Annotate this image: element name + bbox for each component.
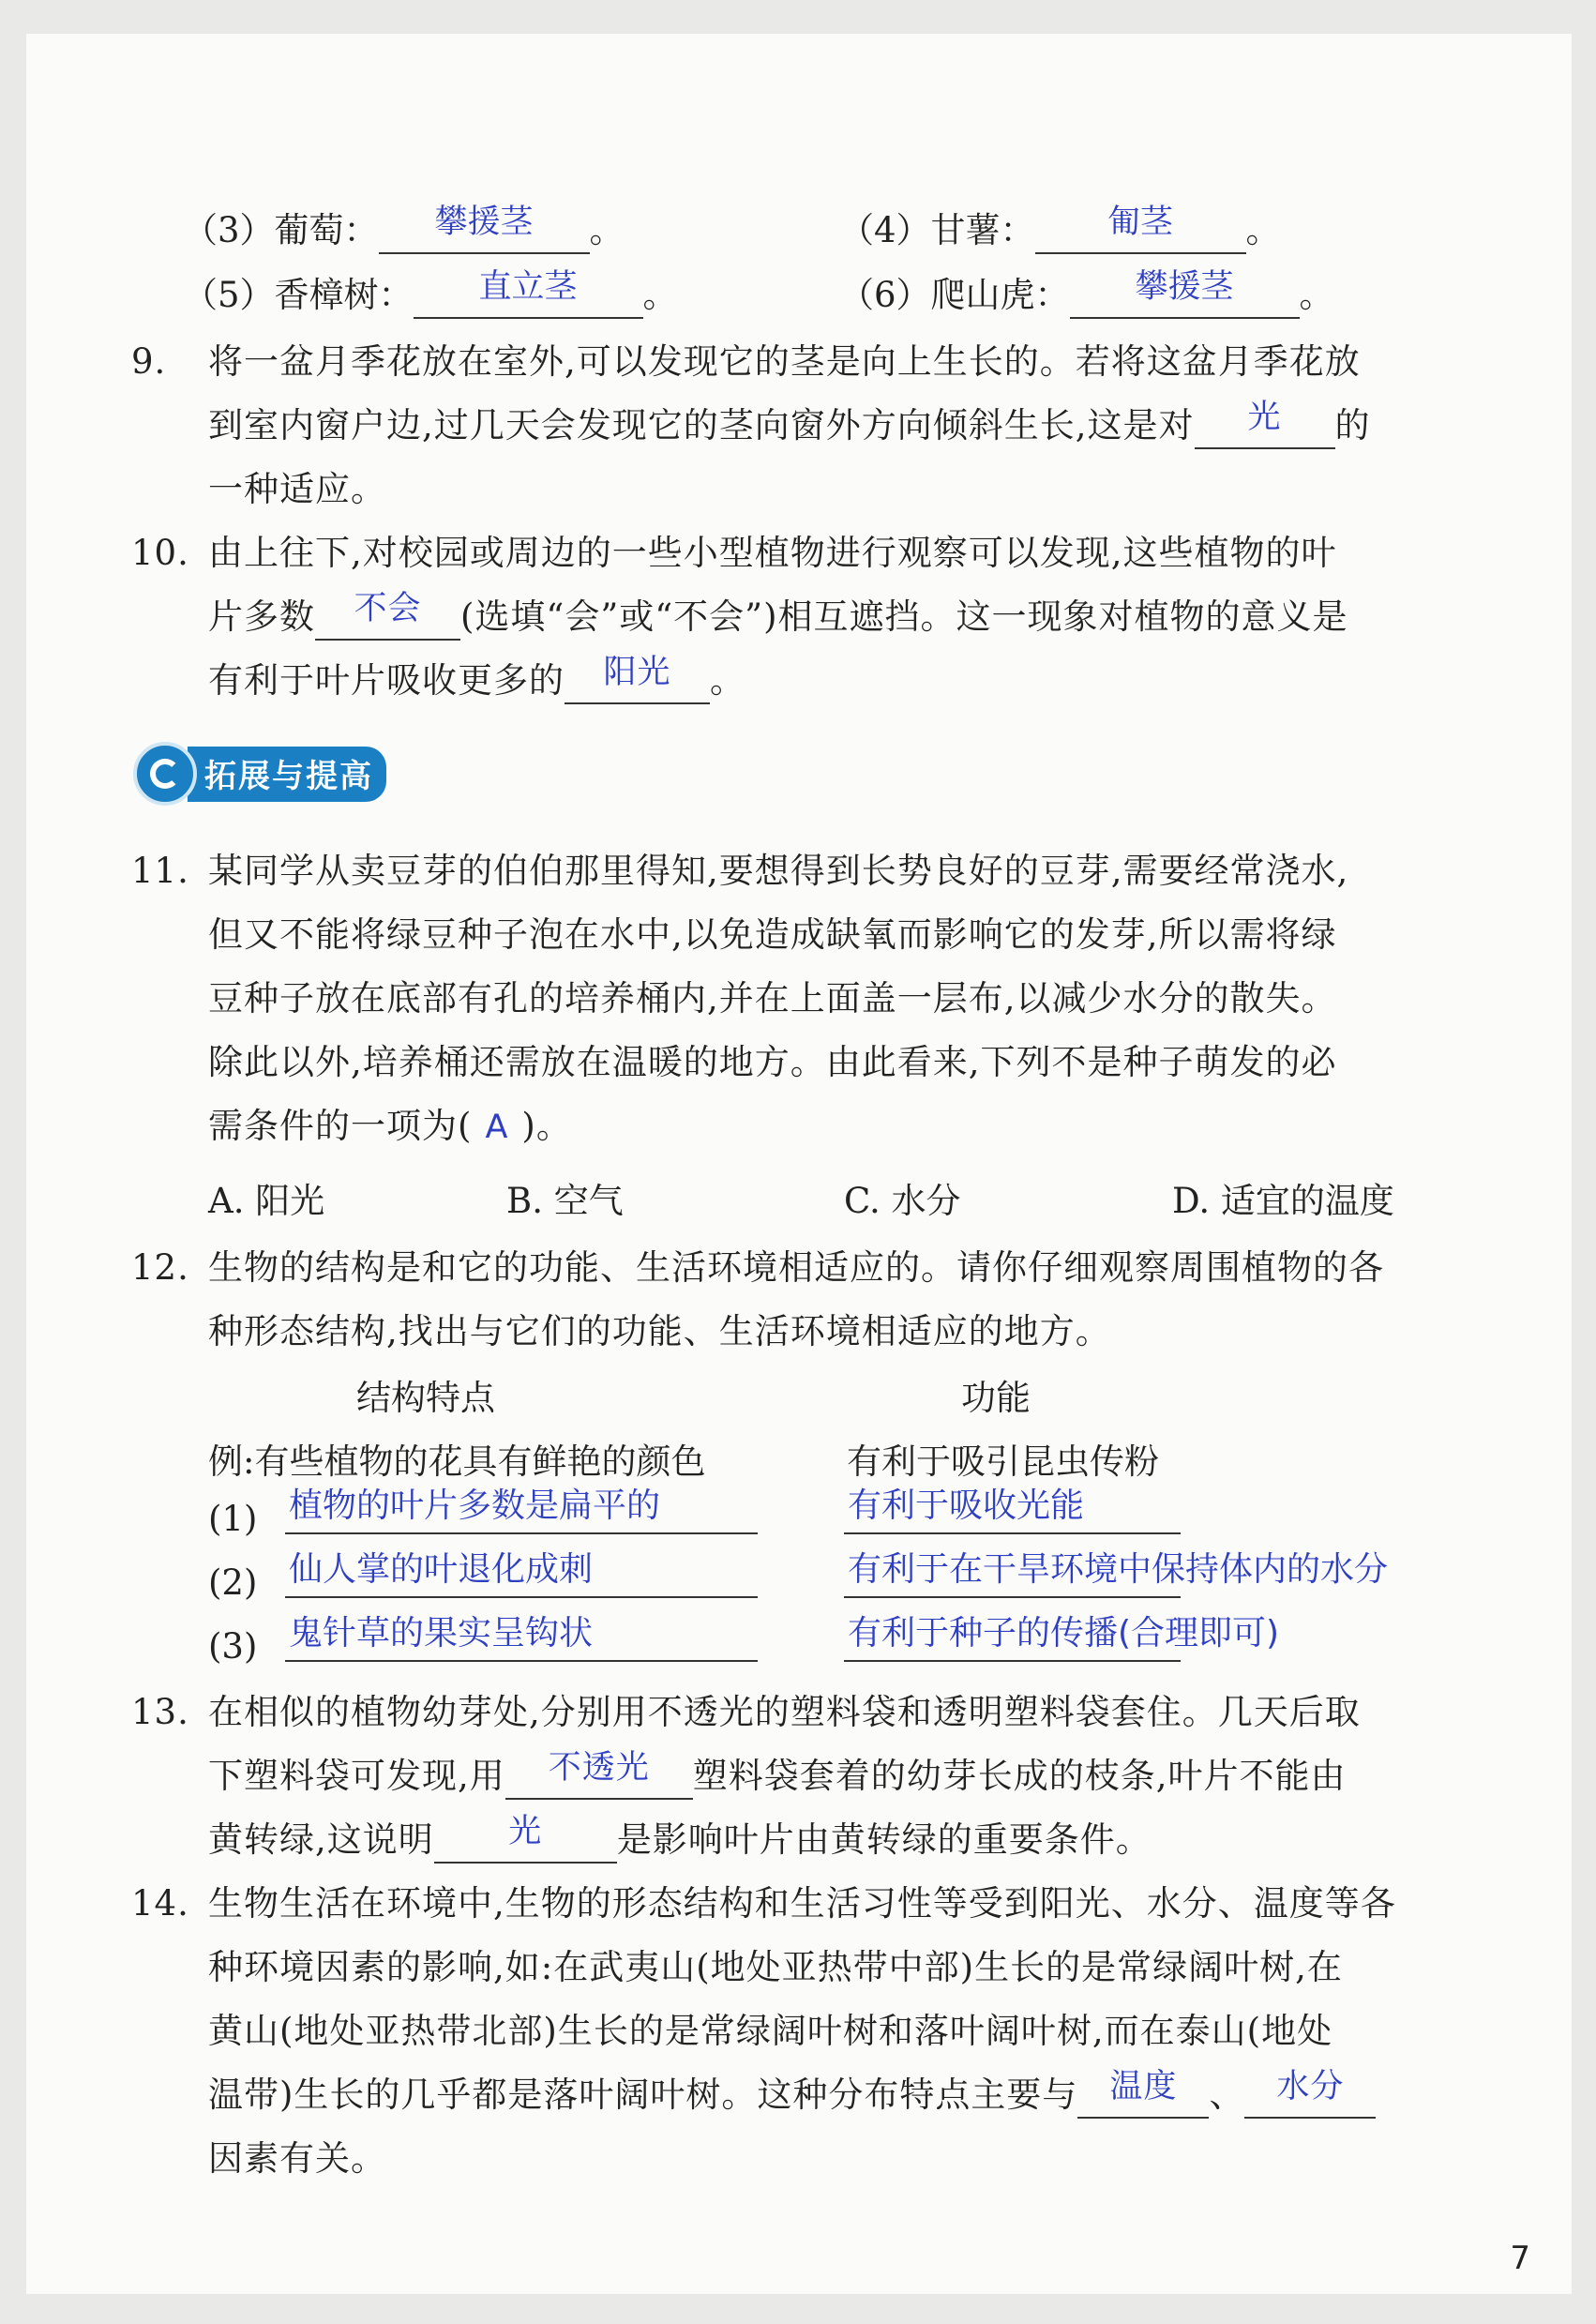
function-answer: 有利于吸收光能 [844, 1487, 1181, 1534]
structure-answer: 植物的叶片多数是扁平的 [285, 1487, 758, 1534]
option-c: C. 水分 [844, 1181, 961, 1221]
section-banner [133, 741, 386, 807]
function-answer: 有利于种子的传播(合理即可) [844, 1615, 1181, 1662]
answer-text: 匍茎 [1107, 204, 1174, 241]
function-answer: 有利于在干旱环境中保持体内的水分 [844, 1551, 1181, 1598]
question-12: 12. 生物的结构是和它的功能、生活环境相适应的。请你仔细观察周围植物的各 种形态结构,找出与它们的功能、生活环境相适应的地方。 [131, 1247, 1384, 1351]
row-label: (2) [208, 1562, 258, 1603]
question-9: 9. 将一盆月季花放在室外,可以发现它的茎是向上生长的。若将这盆月季花放 到室内窗户边,过几天会发现它的茎向窗外方向倾斜生长,这是对 光 的 一种适应。 [131, 341, 1371, 509]
answer-text: 阳光 [603, 654, 671, 691]
answer-text: 攀援茎 [434, 204, 534, 241]
question-10: 10. 由上往下,对校园或周边的一些小型植物进行观察可以发现,这些植物的叶 片多数 不会 (选填“会”或“不会”)相互遮挡。这一现象对植物的意义是 有利于叶片吸收更多的 阳光 。 [131, 521, 1348, 713]
answer-text: 水分 [1276, 2068, 1345, 2105]
answer-text: 光 [508, 1813, 543, 1850]
answer-text: A [485, 1109, 509, 1146]
example-structure: 例:有些植物的花具有鲜艳的颜色 [208, 1441, 706, 1482]
answer-text: 光 [1247, 399, 1282, 436]
answer-text: 不会 [354, 590, 422, 627]
column-header-function: 功能 [961, 1378, 1031, 1418]
question-11: 11. 某同学从卖豆芽的伯伯那里得知,要想得到长势良好的豆芽,需要经常浇水, 但又不能将绿豆种子泡在水中,以免造成缺氧而影响它的发芽,所以需将绿 豆种子放在底部有孔的培养桶内,并在上面盖一层布,以减少水分的散失。 除此以外,培养桶还需放在温暖的地方。由此看来,下列不是种子萌发的必 需条件的一项为( A )。 [131, 851, 1349, 1146]
row-label: (1) [208, 1499, 258, 1539]
row-label: (3) [208, 1626, 258, 1667]
option-d: D. 适宜的温度 [1172, 1181, 1394, 1221]
column-header-structure: 结构特点 [356, 1378, 495, 1418]
q8-item6: （6）爬山虎： 攀援茎 。 [839, 266, 1334, 319]
q8-item3: （3）葡萄： 攀援茎 。 [183, 202, 625, 254]
section-title: 拓展与提高 [188, 747, 386, 802]
structure-answer: 鬼针草的果实呈钩状 [285, 1615, 758, 1662]
structure-answer: 仙人掌的叶退化成刺 [285, 1551, 758, 1598]
page-number: 7 [1510, 2240, 1530, 2277]
option-b: B. 空气 [506, 1181, 624, 1221]
refresh-icon [133, 742, 197, 806]
answer-text: 直立茎 [478, 268, 578, 306]
example-function: 有利于吸引昆虫传粉 [847, 1441, 1159, 1482]
option-a: A. 阳光 [208, 1181, 325, 1221]
question-14: 14. 生物生活在环境中,生物的形态结构和生活习性等受到阳光、水分、温度等各 种环境因素的影响,如:在武夷山(地处亚热带中部)生长的是常绿阔叶树,在 黄山(地处亚热带北部)生长的是常绿阔叶树和落叶阔叶树,而在泰山(地处 温带)生长的几乎都是落叶阔叶树。这种分布特点主要与 温度 、 水分 因素有关。 [131, 1883, 1396, 2179]
answer-text: 不透光 [548, 1749, 650, 1787]
question-13: 13. 在相似的植物幼芽处,分别用不透光的塑料袋和透明塑料袋套住。几天后取 下塑料袋可发现,用 不透光 塑料袋套着的幼芽长成的枝条,叶片不能由 黄转绿,这说明 光 是影响叶片由黄转绿的重要条件。 [131, 1681, 1361, 1872]
q8-item4: （4）甘薯： 匍茎 。 [839, 202, 1281, 254]
answer-text: 温度 [1109, 2068, 1178, 2105]
answer-text: 攀援茎 [1135, 268, 1234, 306]
q8-item5: （5）香樟树： 直立茎 。 [183, 266, 678, 319]
